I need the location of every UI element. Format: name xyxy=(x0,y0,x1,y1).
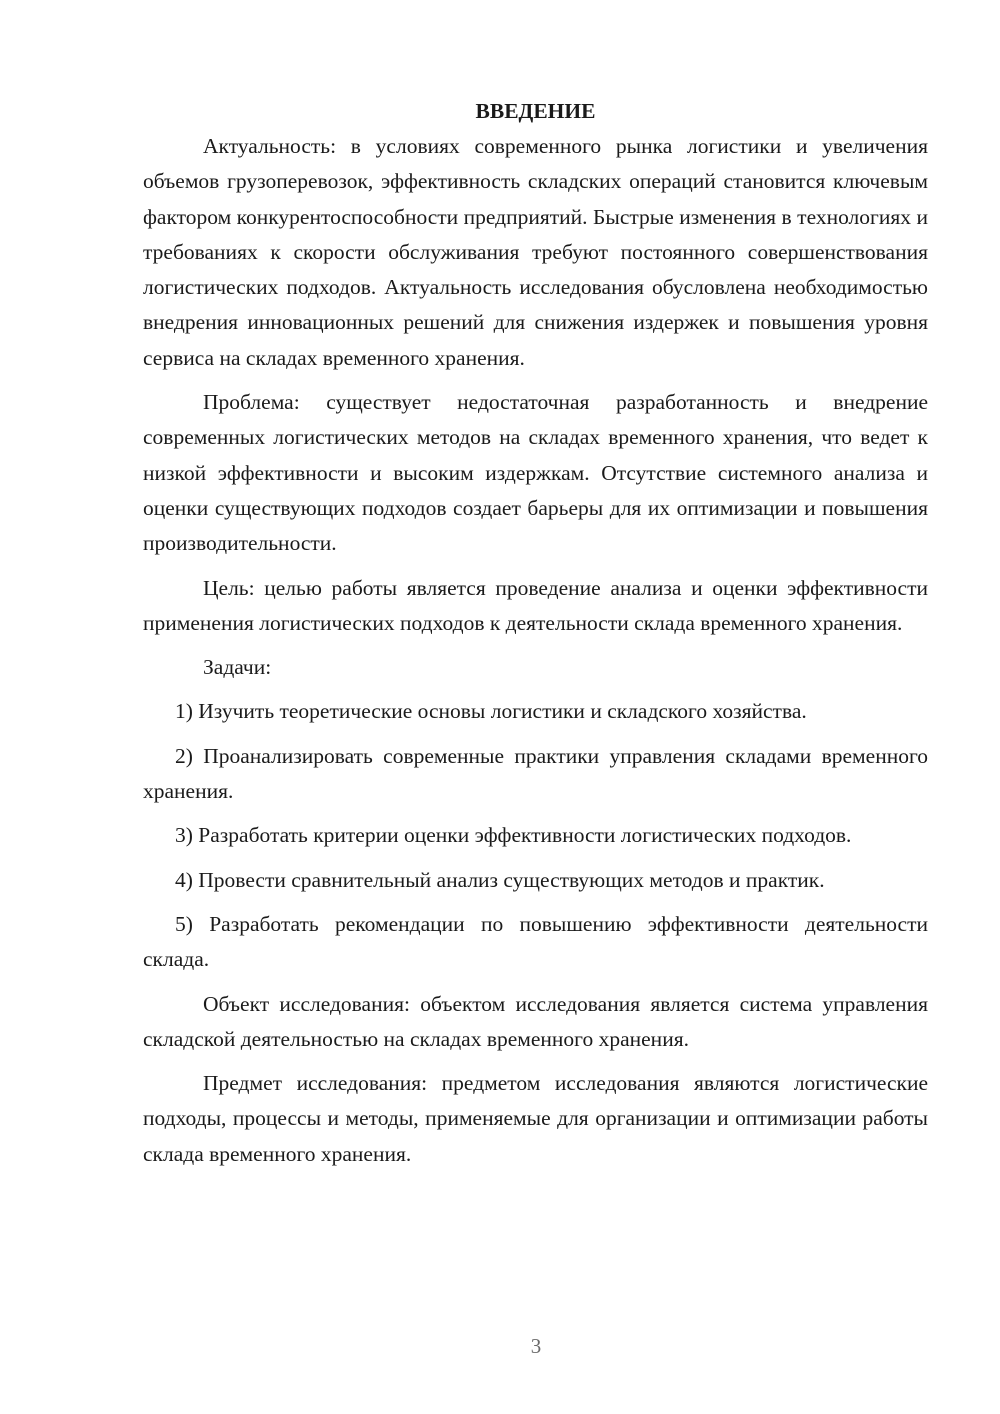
paragraph-goal: Цель: целью работы является проведение анализа и оценки эффективности применения логистических подходов к деятельности склада временного хранения. xyxy=(143,575,928,635)
page-number: 3 xyxy=(530,1334,542,1358)
document-body xyxy=(143,96,928,1172)
task-item-2: 2) Проанализировать современные практики управления складами временного хранения. xyxy=(143,743,928,804)
task-item-1: 1) Изучить теоретические основы логистики и складского хозяйства. xyxy=(175,699,807,724)
paragraph-subject: Предмет исследования: предметом исследования являются логистические подходы, процессы и методы, применяемые для организации и оптимизации работы склада временного хранения. xyxy=(143,1071,928,1166)
paragraph-relevance: Актуальность: в условиях современного рынка логистики и увеличения объемов грузоперевозок, эффективность складских операций становится ключевым фактором конкурентоспособности предприятий. Быстрые изменения в технологиях и требованиях к скорости обслуживания требуют постоянного совершенствования логистических подходов. Актуальность исследования обусловлена необходимостью внедрения инновационных решений для снижения издержек и повышения уровня сервиса на складах временного хранения. xyxy=(143,134,928,370)
paragraph-object: Объект исследования: объектом исследования является система управления складской деятельностью на складах временного хранения. xyxy=(143,991,928,1051)
tasks-heading: Задачи: xyxy=(203,655,272,680)
paragraph-problem: Проблема: существует недостаточная разработанность и внедрение современных логистических методов на складах временного хранения, что ведет к низкой эффективности и высоким издержкам. Отсутствие системного анализа и оценки существующих подходов создает барьеры для их оптимизации и повышения производительности. xyxy=(143,390,928,556)
section-title: ВВЕДЕНИЕ xyxy=(475,99,596,123)
task-item-4: 4) Провести сравнительный анализ существующих методов и практик. xyxy=(175,867,825,892)
task-item-3: 3) Разработать критерии оценки эффективности логистических подходов. xyxy=(175,823,852,848)
task-item-5: 5) Разработать рекомендации по повышению эффективности деятельности склада. xyxy=(143,911,928,972)
